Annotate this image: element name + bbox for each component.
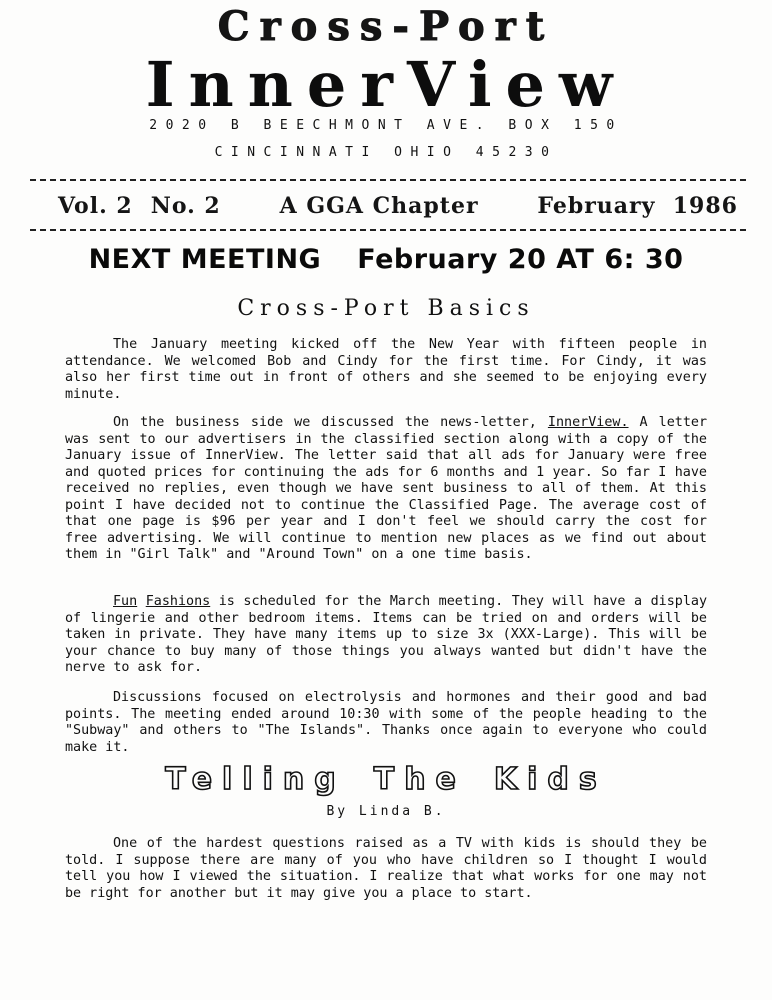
title-word: The <box>373 762 466 797</box>
masthead-subtitle: Cross-Port <box>217 3 555 50</box>
paragraph-text: A letter was sent to our advertisers in the classified section along with a copy of the January issue of InnerView. The letter said that all ads for January were free and quoted prices for continuing the ads for 6 months and 1 year. So far I have received no replies, even though we have sent business to all of them. At this point I have decided not to continue the Classified Page. The average cost of that one page is $96 per year and I don't feel we should carry the cost for free advertising. We will continue to mention new places as we find out about them in "Girl Talk" and "Around Town" on a one time basis. <box>65 415 708 562</box>
volume: Vol. 2 <box>58 193 133 219</box>
article1-paragraph-2 <box>65 415 707 564</box>
dashed-divider-bottom <box>30 229 746 231</box>
next-meeting-label: NEXT MEETING <box>88 244 322 275</box>
article1-paragraph-1 <box>65 337 707 403</box>
paragraph-text: The January meeting kicked off the New Year with fifteen people in attendance. We welcomed Bob and Cindy for the first time. For Cindy, it was also her first time out in front of others and she seemed to be enjoying every minute. <box>65 337 707 402</box>
issue-year: 1986 <box>672 193 738 219</box>
fashions-underlined: Fashions <box>145 594 211 609</box>
innerview-underlined: InnerView. <box>547 415 629 430</box>
chapter-label: A GGA Chapter <box>279 193 479 219</box>
masthead-title: InnerView <box>145 48 627 121</box>
title-word: Telling <box>165 762 346 797</box>
next-meeting-banner <box>0 244 772 275</box>
paragraph-text: On the business side we discussed the news-letter, <box>113 415 548 430</box>
dashed-divider-top <box>30 179 746 181</box>
article-title-telling-the-kids <box>0 762 772 797</box>
article1-paragraph-4 <box>65 690 707 756</box>
next-meeting-datetime: February 20 AT 6: 30 <box>357 244 684 275</box>
title-word: Kids <box>493 762 607 797</box>
paragraph-text: Discussions focused on electrolysis and hormones and their good and bad points. The meeting ended around 10:30 with some of the people heading to the "Subway" and others to "The Islands". Thanks once again to everyone who could make it. <box>65 690 707 755</box>
article1-paragraph-3 <box>65 594 707 677</box>
fun-underlined: Fun <box>113 594 138 609</box>
issue-month: February <box>537 193 656 219</box>
issue-info-bar <box>58 193 738 219</box>
address-city: CINCINNATI OHIO 45230 <box>214 145 558 160</box>
paragraph-text: One of the hardest questions raised as a TV with kids is should they be told. I suppose there are many of you who have children so I thought I would tell you how I viewed the situation. I realize that what works for one may not be right for another but it may give you a place to start. <box>65 836 707 901</box>
article-title-cross-port-basics: Cross-Port Basics <box>237 296 535 321</box>
volume-number <box>58 193 221 219</box>
article2-paragraph-1 <box>65 836 707 902</box>
paragraph-text: is scheduled for the March meeting. They will have a display of lingerie and other bedroom items. Items can be tried on and orders will be taken in private. They have many items up to size 3x (XXX-Large). This will be your chance to buy many of those things you always wanted but didn't have the nerve to ask for. <box>65 594 708 675</box>
article-byline: By Linda B. <box>326 804 446 819</box>
issue-number: No. 2 <box>150 193 221 219</box>
address-street: 2020 B BEECHMONT AVE. BOX 150 <box>149 118 623 133</box>
issue-date <box>537 193 738 219</box>
